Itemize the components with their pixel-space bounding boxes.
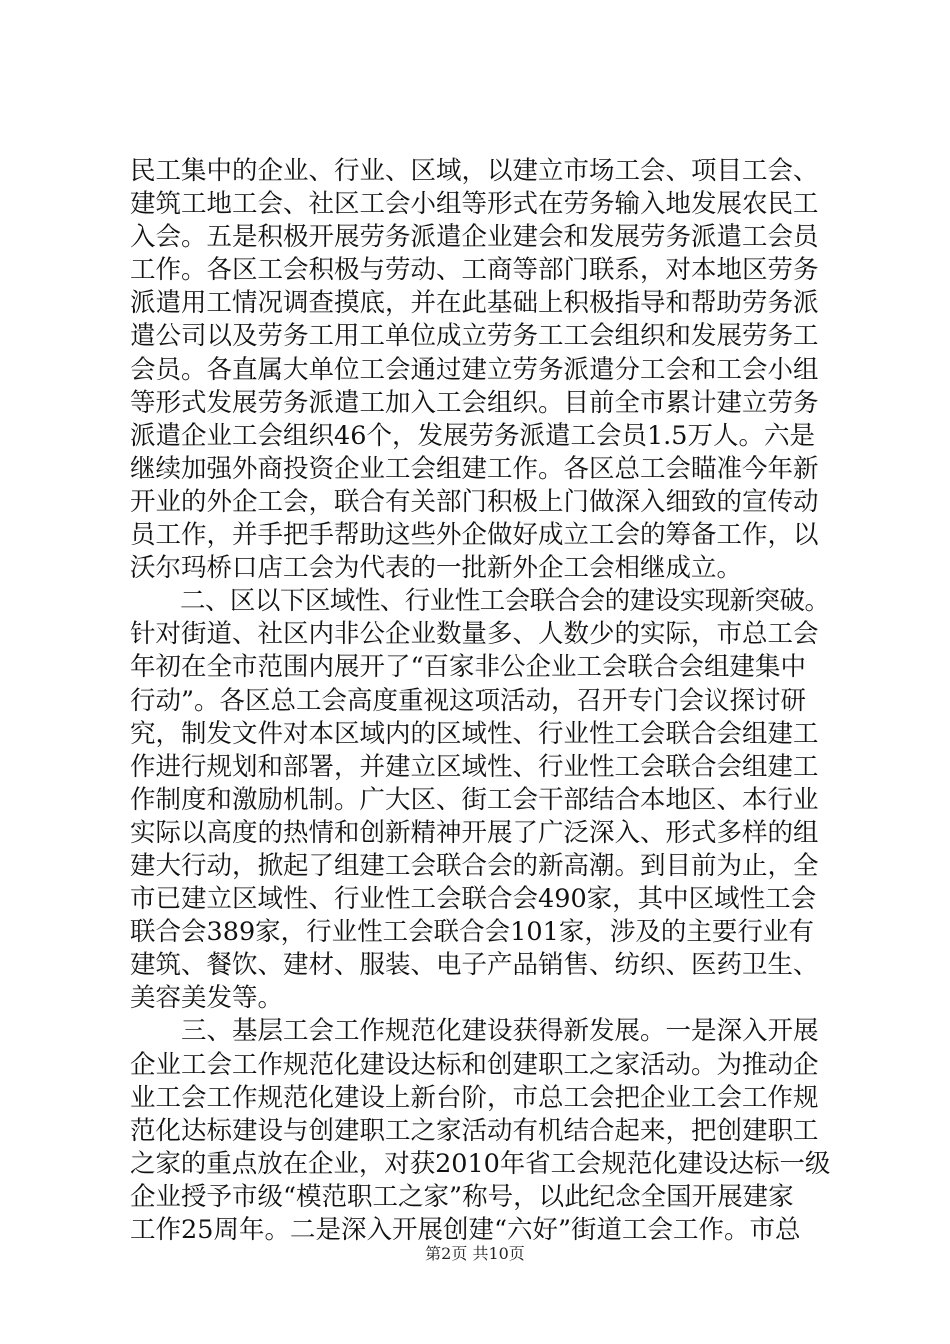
text-line: 员工作，并手把手帮助这些外企做好成立工会的筹备工作，以: [130, 520, 819, 551]
text-line: 范化达标建设与创建职工之家活动有机结合起来，把创建职工: [130, 1115, 819, 1146]
text-line: 工作。各区工会积极与劳动、工商等部门联系，对本地区劳务: [130, 255, 819, 286]
text-line: 之家的重点放在企业，对获2010年省工会规范化建设达标一级: [130, 1148, 831, 1179]
text-line: 联合会389家，行业性工会联合会101家，涉及的主要行业有: [130, 917, 814, 948]
text-line: 美容美发等。: [130, 983, 284, 1014]
text-line: 沃尔玛桥口店工会为代表的一批新外企工会相继成立。: [130, 553, 743, 584]
text-line: 年初在全市范围内展开了“百家非公企业工会联合会组建集中: [130, 652, 807, 683]
text-line: 针对街道、社区内非公企业数量多、人数少的实际，市总工会: [130, 619, 819, 650]
body-text: [130, 155, 830, 1247]
text-line: 工作25周年。二是深入开展创建“六好”街道工会工作。市总: [130, 1215, 801, 1245]
text-line: 建筑、餐饮、建材、服装、电子产品销售、纺织、医药卫生、: [130, 950, 819, 981]
text-line: 开业的外企工会，联合有关部门积极上门做深入细致的宣传动: [130, 486, 819, 517]
text-line: 业工会工作规范化建设上新台阶，市总工会把企业工会工作规: [130, 1082, 819, 1113]
text-line: 市已建立区域性、行业性工会联合会490家，其中区域性工会: [130, 884, 817, 915]
text-line: 二、区以下区域性、行业性工会联合会的建设实现新突破。: [130, 586, 830, 617]
text-line: 三、基层工会工作规范化建设获得新发展。一是深入开展: [130, 1016, 819, 1047]
text-line: 究，制发文件对本区域内的区域性、行业性工会联合会组建工: [130, 718, 819, 749]
text-line: 作进行规划和部署，并建立区域性、行业性工会联合会组建工: [130, 751, 819, 782]
text-line: 建筑工地工会、社区工会小组等形式在劳务输入地发展农民工: [130, 189, 819, 220]
text-line: 企业工会工作规范化建设达标和创建职工之家活动。为推动企: [130, 1049, 819, 1080]
text-line: 等形式发展劳务派遣工加入工会组织。目前全市累计建立劳务: [130, 387, 819, 418]
text-line: 继续加强外商投资企业工会组建工作。各区总工会瞄准今年新: [130, 453, 819, 484]
text-line: 企业授予市级“模范职工之家”称号，以此纪念全国开展建家: [130, 1181, 794, 1212]
text-line: 建大行动，掀起了组建工会联合会的新高潮。到目前为止，全: [130, 850, 819, 881]
text-line: 实际以高度的热情和创新精神开展了广泛深入、形式多样的组: [130, 817, 819, 848]
page-footer: 第2页 共10页: [425, 1244, 525, 1263]
text-line: 会员。各直属大单位工会通过建立劳务派遣分工会和工会小组: [130, 354, 819, 385]
text-line: 行动”。各区总工会高度重视这项活动，召开专门会议探讨研: [130, 685, 807, 716]
text-line: 作制度和激励机制。广大区、街工会干部结合本地区、本行业: [130, 784, 819, 815]
text-line: 派遣企业工会组织46个，发展劳务派遣工会员1.5万人。六是: [130, 420, 816, 451]
text-line: 入会。五是积极开展劳务派遣企业建会和发展劳务派遣工会员: [130, 222, 819, 253]
text-line: 遣公司以及劳务工用工单位成立劳务工工会组织和发展劳务工: [130, 321, 819, 352]
text-line: 民工集中的企业、行业、区域，以建立市场工会、项目工会、: [130, 156, 819, 186]
text-line: 派遣用工情况调查摸底，并在此基础上积极指导和帮助劳务派: [130, 288, 819, 319]
